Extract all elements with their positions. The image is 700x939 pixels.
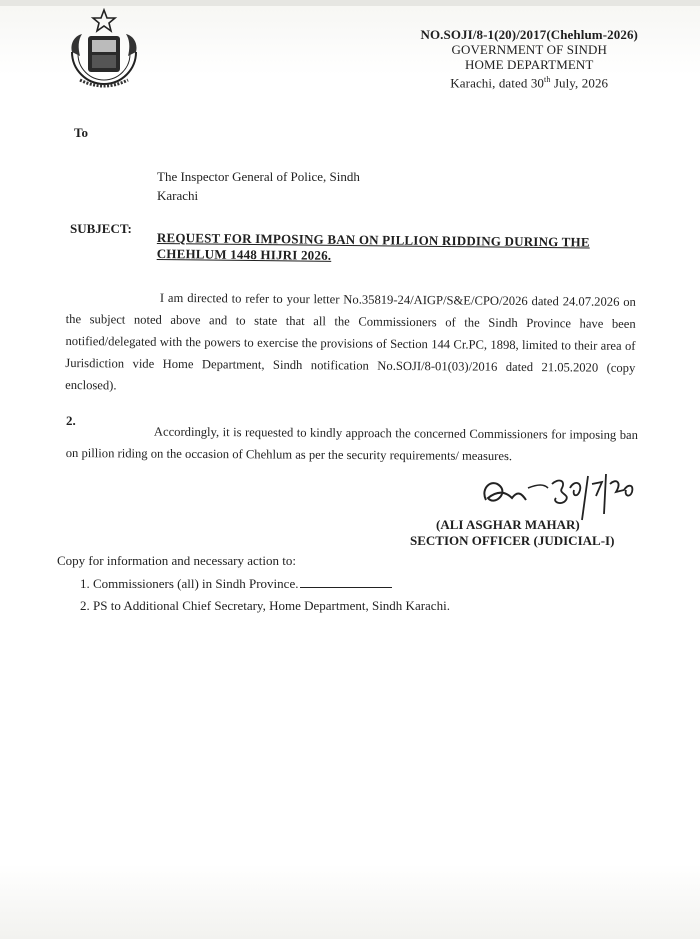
addressee-line-2: Karachi bbox=[157, 188, 199, 203]
reference-block bbox=[420, 27, 638, 90]
signatory-designation: SECTION OFFICER (JUDICIAL-I) bbox=[410, 533, 615, 548]
blank-underline bbox=[300, 577, 392, 588]
government-name: GOVERNMENT OF SINDH bbox=[451, 42, 607, 57]
body-paragraph-2: Accordingly, it is requested to kindly approach the concerned Commissioners for imposing ban on pillion riding on the occasion of Chehlum as per the security requirements/ measures. bbox=[65, 424, 638, 464]
copy-to-list bbox=[80, 573, 450, 617]
department-name: HOME DEPARTMENT bbox=[465, 57, 594, 72]
scan-top-edge bbox=[0, 0, 700, 6]
subject-label: SUBJECT: bbox=[70, 221, 132, 236]
addressee bbox=[157, 167, 360, 205]
handwritten-signature bbox=[478, 470, 638, 522]
copy-to-item: 2. PS to Additional Chief Secretary, Home Department, Sindh Karachi. bbox=[80, 598, 450, 613]
body-paragraph-1: I am directed to refer to your letter No.35819-24/AIGP/S&E/CPO/2026 dated 24.07.2026 on the subject noted above and to state that all the Commissioners of the Sindh Province have been notified/delegated with the powers to exercise the provisions of Section 144 Cr.PC, 1898, limited to their area of Jurisdiction vide Home Department, Sindh notification No.SOJI/8-01(03)/2016 dated 21.05.2020 (copy enclosed). bbox=[65, 290, 636, 393]
letter-date: Karachi, dated 30th July, 2026 bbox=[450, 75, 609, 91]
addressee-line-1: The Inspector General of Police, Sindh bbox=[157, 169, 360, 184]
reference-number: NO.SOJI/8-1(20)/2017(Chehlum-2026) bbox=[420, 27, 638, 42]
signature-block bbox=[408, 470, 640, 550]
copy-to-intro: Copy for information and necessary action to: bbox=[57, 553, 296, 568]
sindh-government-seal bbox=[62, 8, 146, 94]
copy-to-item: 1. Commissioners (all) in Sindh Province. bbox=[80, 573, 450, 595]
to-label: To bbox=[74, 125, 88, 140]
signatory-name: (ALI ASGHAR MAHAR) bbox=[436, 517, 580, 532]
subject-text: REQUEST FOR IMPOSING BAN ON PILLION RIDDING DURING THE CHEHLUM 1448 HIJRI 2026. bbox=[156, 230, 590, 263]
paragraph-2-number: 2. bbox=[66, 413, 76, 428]
